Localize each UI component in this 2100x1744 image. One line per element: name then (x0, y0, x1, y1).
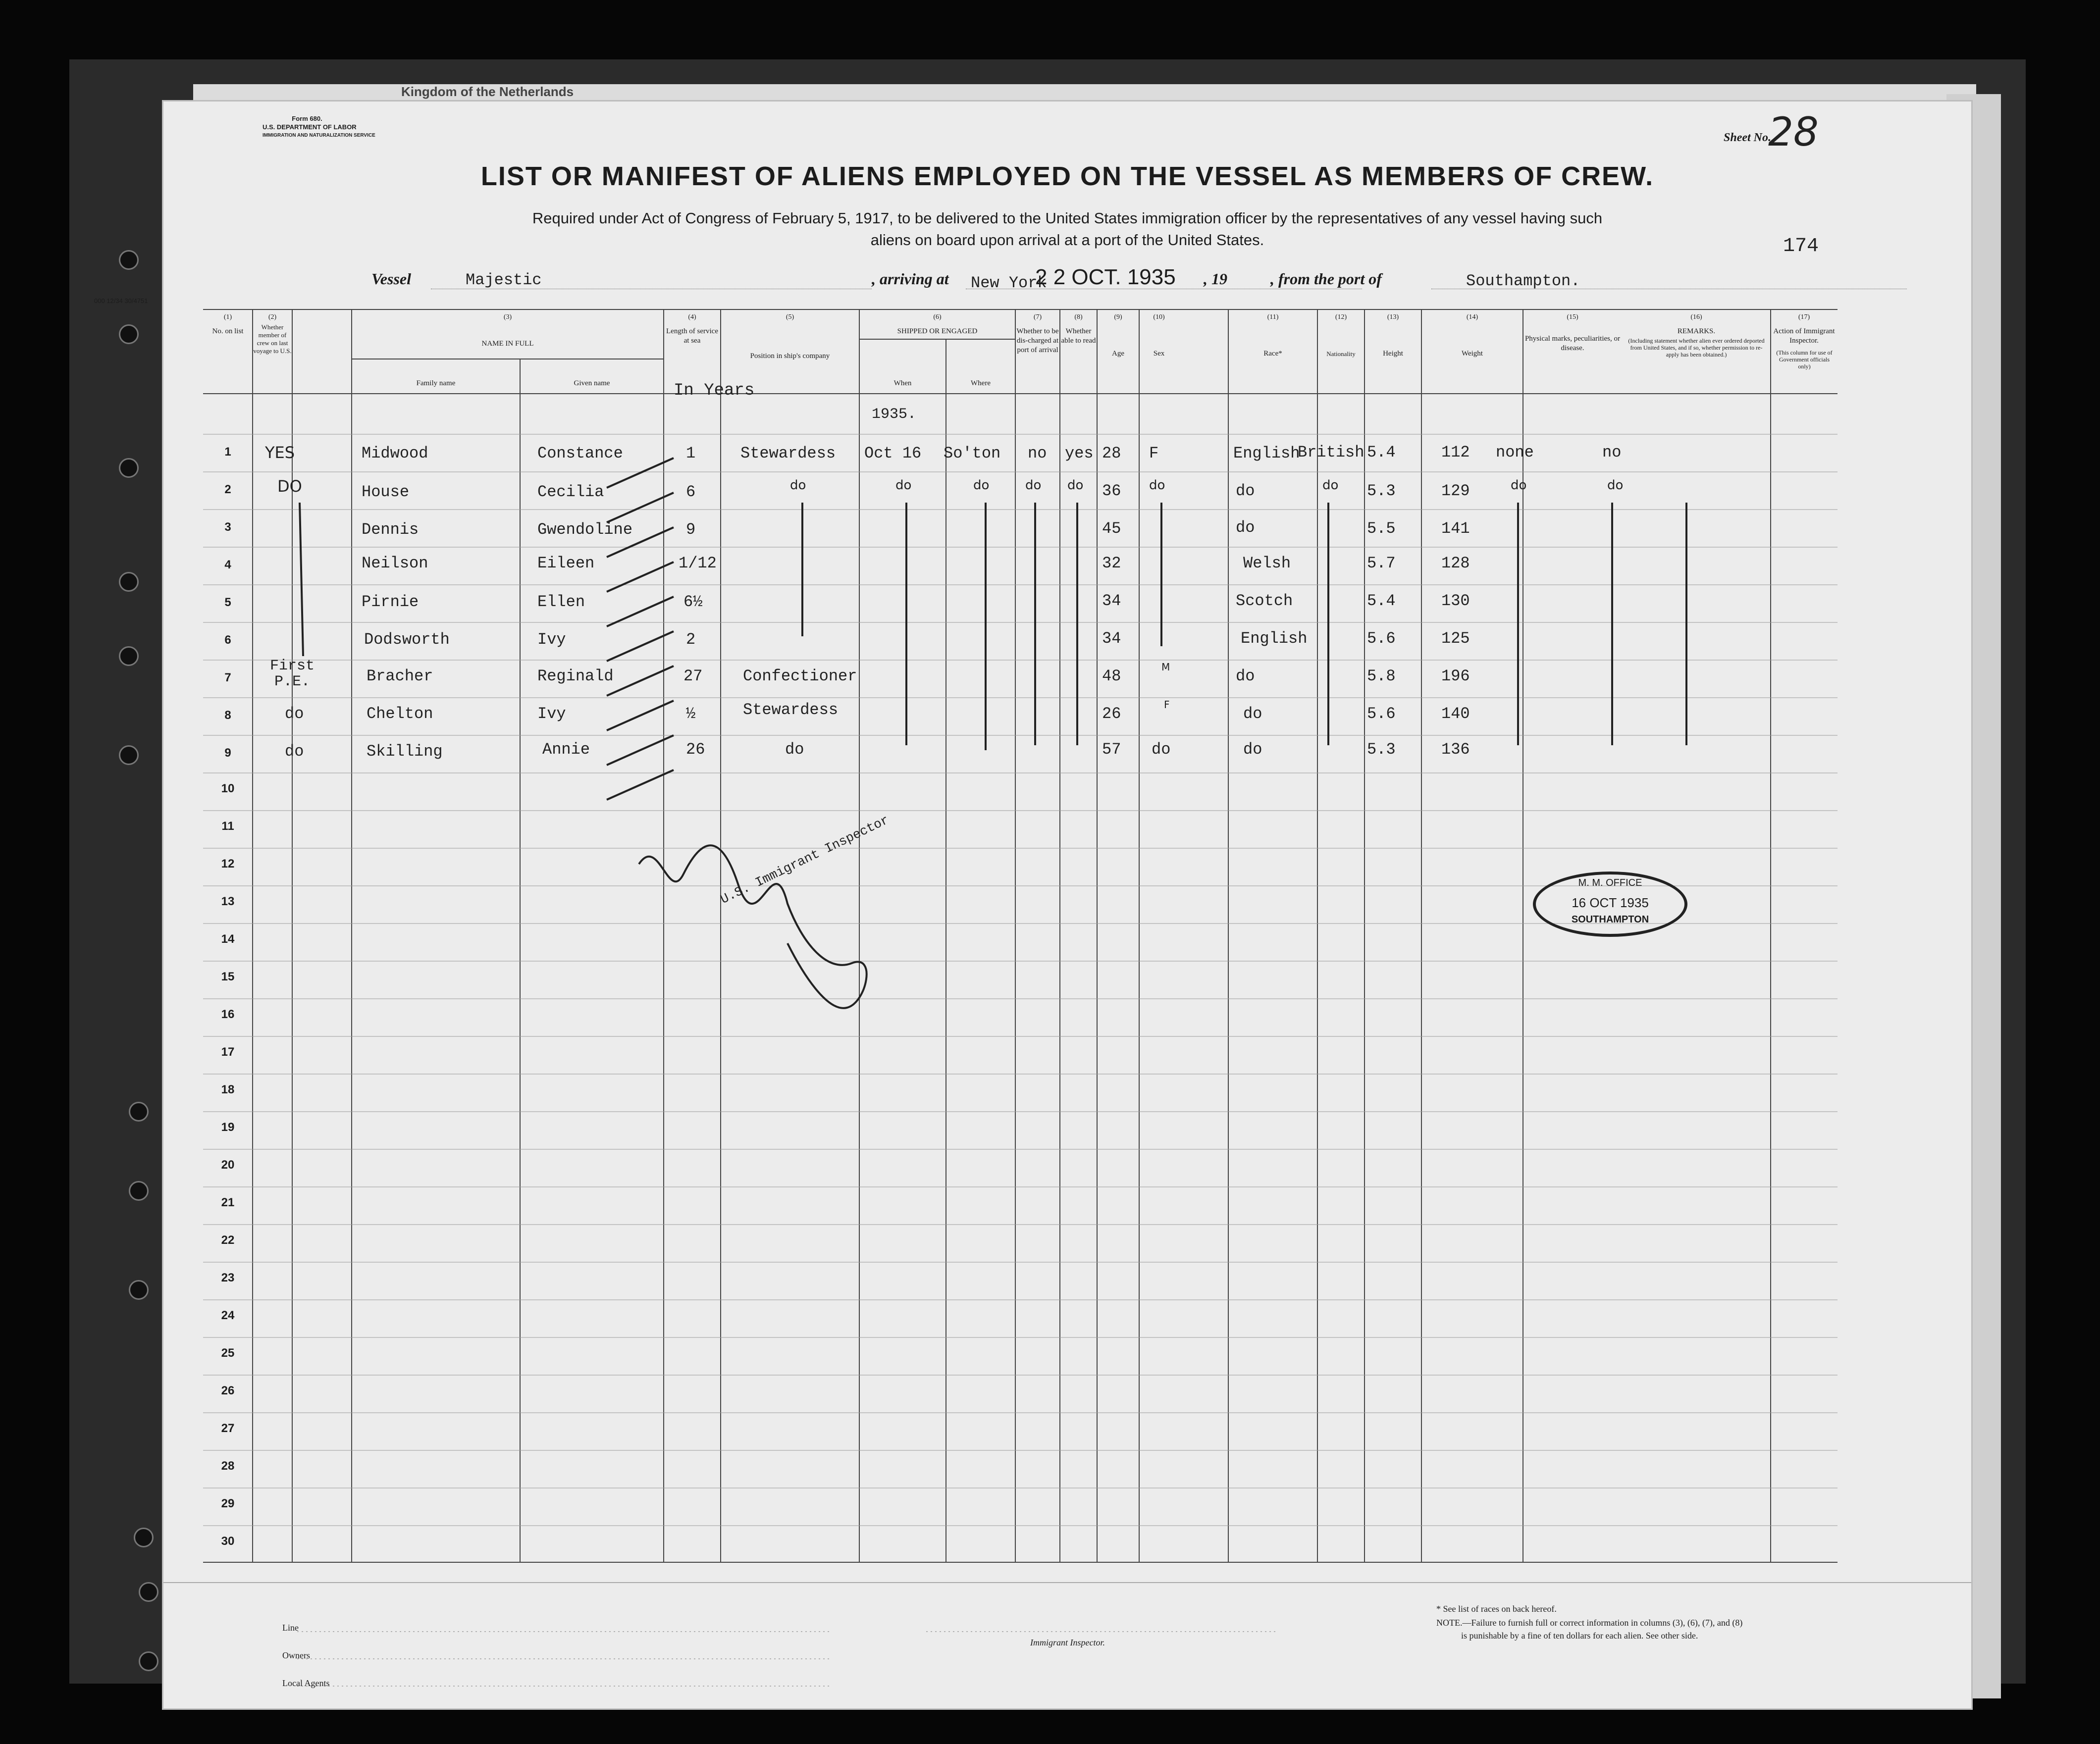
given-name-header: Given name (574, 379, 610, 387)
height-cell: 5.5 (1367, 519, 1396, 538)
arriving-label: , arriving at (872, 270, 949, 288)
subtitle-line-1: Required under Act of Congress of February 5, 1917, to be delivered to the United States immigration officer by the representatives of any vessel having such (532, 209, 1603, 227)
family-name-cell: Neilson (362, 554, 428, 572)
row-number: 5 (224, 596, 231, 609)
discharged-cell: no (1028, 444, 1047, 462)
manifest-sheet (94, 102, 1971, 1708)
race-cell: do (1243, 705, 1262, 723)
weight-cell: 129 (1441, 482, 1470, 500)
weight-cell: 125 (1441, 629, 1470, 648)
col-12-header: Nationality (1326, 350, 1356, 358)
race-cell: English (1233, 444, 1300, 462)
arriving-port: New York (971, 274, 1047, 292)
row-number: 15 (221, 970, 235, 983)
service-name: IMMIGRATION AND NATURALIZATION SERVICE (262, 133, 375, 138)
punch-hole (129, 1280, 149, 1300)
sex-cell: F (1164, 699, 1170, 711)
col-15-number: (15) (1567, 313, 1578, 321)
row-number: 16 (221, 1008, 235, 1021)
page-number: 174 (1783, 235, 1819, 257)
table-row (163, 434, 1971, 472)
col-9-number: (9) (1114, 313, 1122, 321)
crew-cell: YES (265, 443, 295, 462)
inspector-signature-label: U.S. Immigrant Inspector (718, 812, 892, 907)
col-7-header: Whether to be dis-charged at port of arrival (1016, 327, 1059, 354)
year-label: , 19 (1204, 270, 1227, 288)
remarks-cell: no (1602, 443, 1622, 462)
race-cell: do (1236, 667, 1255, 685)
sheet-number: 28 (1768, 109, 1819, 155)
col-16-number: (16) (1690, 313, 1702, 321)
nationality-cell: British (1298, 443, 1365, 462)
col-8-number: (8) (1074, 313, 1083, 321)
age-cell: 57 (1102, 740, 1121, 759)
row-number: 13 (221, 895, 235, 908)
col-6-header: SHIPPED OR ENGAGED (897, 327, 978, 335)
row-number: 20 (221, 1158, 235, 1172)
row-number: 6 (224, 633, 231, 647)
from-port-label: , from the port of (1270, 270, 1382, 288)
service-cell: 1 (686, 444, 696, 462)
shipped-when-cell: do (895, 478, 912, 493)
col-13-number: (13) (1387, 313, 1399, 321)
punch-hole (119, 324, 139, 344)
service-cell: 26 (686, 740, 705, 759)
table-row (163, 510, 1971, 547)
service-cell: 27 (683, 667, 703, 685)
race-cell: do (1236, 482, 1255, 500)
col-14-number: (14) (1466, 313, 1478, 321)
age-cell: 36 (1102, 482, 1121, 500)
family-name-cell: Dennis (362, 520, 419, 539)
subtitle-line-2: aliens on board upon arrival at a port of the United States. (870, 231, 1264, 249)
col-2-number: (2) (268, 313, 277, 321)
row-number: 9 (224, 746, 231, 760)
row-number: 11 (221, 820, 234, 833)
footer-owners-label: Owners (282, 1650, 310, 1660)
row-number: 1 (224, 445, 231, 459)
row-number: 23 (221, 1271, 235, 1284)
given-name-cell: Ellen (537, 593, 585, 611)
fine-note-line-1: NOTE.—Failure to furnish full or correct information in columns (3), (6), (7), and (8) (1436, 1618, 1743, 1628)
weight-cell: 112 (1441, 443, 1470, 462)
when-header: When (893, 379, 912, 387)
punch-hole (129, 1181, 149, 1201)
row-number: 2 (224, 483, 231, 496)
position-cell: Stewardess (740, 444, 836, 462)
col-4-number: (4) (688, 313, 696, 321)
service-cell: 9 (686, 520, 696, 539)
sex-cell: do (1149, 478, 1165, 493)
col-14-header: Weight (1462, 350, 1483, 358)
fine-note-line-2: is punishable by a fine of ten dollars for each alien. See other side. (1461, 1631, 1698, 1641)
stamp-bottom-text: SOUTHAMPTON (1571, 914, 1649, 925)
position-cell: do (790, 478, 806, 493)
col-11-number: (11) (1267, 313, 1279, 321)
given-name-cell: Reginald (537, 667, 614, 685)
row-number: 29 (221, 1497, 235, 1510)
year-1935: 1935. (872, 406, 917, 423)
col-1-number: (1) (223, 313, 232, 321)
row-number: 26 (221, 1384, 235, 1397)
age-cell: 28 (1102, 444, 1121, 462)
weight-cell: 196 (1441, 667, 1470, 685)
race-cell: do (1236, 518, 1255, 537)
table-row (163, 698, 1971, 735)
punch-hole (119, 745, 139, 765)
race-cell: English (1241, 629, 1308, 648)
position-cell: do (785, 740, 804, 759)
row-number: 14 (221, 932, 235, 946)
shipped-when-cell: Oct 16 (864, 444, 922, 462)
remarks-cell: do (1607, 478, 1624, 493)
row-number: 30 (221, 1535, 235, 1548)
table-row (163, 660, 1971, 698)
age-cell: 26 (1102, 705, 1121, 723)
race-cell: Welsh (1243, 554, 1291, 572)
col-9-header: Age (1112, 350, 1124, 358)
punch-hole (119, 458, 139, 478)
date-stamp: 2 2 OCT. 1935 (1035, 265, 1176, 289)
family-name-header: Family name (416, 379, 456, 387)
family-name-cell: Dodsworth (364, 630, 450, 649)
family-name-cell: Midwood (362, 444, 428, 462)
row-number: 21 (221, 1196, 235, 1209)
physical-marks-cell: do (1511, 478, 1527, 493)
row-number: 25 (221, 1346, 235, 1360)
age-cell: 45 (1102, 519, 1121, 538)
col-7-number: (7) (1033, 313, 1042, 321)
row-number: 27 (221, 1422, 235, 1435)
service-cell: 6½ (683, 593, 703, 611)
race-cell: Scotch (1236, 592, 1293, 610)
corner-note: Kingdom of the Netherlands (401, 84, 574, 99)
position-cell: Confectioner (743, 667, 857, 685)
sheet-number-label: Sheet No. (1724, 131, 1771, 144)
col-5-header: Position in ship's company (750, 352, 830, 360)
weight-cell: 130 (1441, 592, 1470, 610)
col-11-header: Race* (1263, 350, 1282, 358)
height-cell: 5.4 (1367, 592, 1396, 610)
in-years: In Years (674, 381, 755, 400)
family-name-cell: Pirnie (362, 593, 419, 611)
given-name-cell: Ivy (537, 705, 566, 723)
height-cell: 5.3 (1367, 740, 1396, 759)
punch-hole (139, 1582, 158, 1602)
service-cell: 6 (686, 483, 696, 501)
table-row (163, 472, 1971, 510)
table-row (163, 585, 1971, 622)
footer-inspector-label: Immigrant Inspector. (1030, 1638, 1105, 1647)
col-5-number: (5) (786, 313, 794, 321)
height-cell: 5.8 (1367, 667, 1396, 685)
family-name-cell: Chelton (367, 705, 433, 723)
vessel-label: Vessel (371, 270, 411, 288)
race-cell: do (1243, 740, 1262, 759)
height-cell: 5.3 (1367, 482, 1396, 500)
row-number: 28 (221, 1459, 235, 1473)
row-number: 18 (221, 1083, 235, 1096)
crew-cell: DO (277, 477, 302, 496)
row-number: 24 (221, 1309, 235, 1322)
given-name-cell: Constance (537, 444, 623, 462)
col-16-header: REMARKS. (1677, 327, 1716, 335)
sex-cell: do (1152, 740, 1171, 759)
punch-hole (119, 250, 139, 270)
print-code: 000 12/34 30/4751 (94, 297, 148, 305)
col-4-header: Length of service at sea (666, 327, 718, 345)
col-10-header: Sex (1153, 350, 1165, 358)
service-cell: ½ (686, 705, 696, 723)
height-cell: 5.4 (1367, 443, 1396, 462)
col-12-number: (12) (1335, 313, 1347, 321)
row-number: 19 (221, 1121, 235, 1134)
height-cell: 5.6 (1367, 629, 1396, 648)
age-cell: 32 (1102, 554, 1121, 572)
punch-hole (119, 646, 139, 666)
table-row (163, 622, 1971, 660)
shipped-where-cell: do (973, 478, 990, 493)
age-cell: 34 (1102, 629, 1121, 648)
family-name-cell: Bracher (367, 667, 433, 685)
able-to-read-cell: do (1067, 478, 1084, 493)
punch-hole (129, 1102, 149, 1122)
footer (163, 1582, 1971, 1697)
sex-cell: F (1149, 444, 1159, 462)
col-8-header: Whether able to read (1061, 327, 1096, 345)
row-number: 8 (224, 709, 231, 722)
col-17-header: Action of Immigrant Inspector. (1773, 327, 1835, 345)
shipped-where-cell: So'ton (944, 444, 1001, 462)
table-row (163, 547, 1971, 585)
weight-cell: 128 (1441, 554, 1470, 572)
punch-hole (134, 1528, 154, 1547)
col-3-header: NAME IN FULL (481, 340, 534, 348)
given-name-cell: Gwendoline (537, 520, 633, 539)
footer-line-label: Line (282, 1623, 299, 1633)
stamp-date: 16 OCT 1935 (1572, 895, 1649, 910)
row-number: 22 (221, 1233, 235, 1247)
stamp-top-text: M. M. OFFICE (1578, 877, 1642, 888)
punch-hole (119, 572, 139, 592)
col-3-number: (3) (503, 313, 512, 321)
weight-cell: 136 (1441, 740, 1470, 759)
col-17-number: (17) (1798, 313, 1810, 321)
given-name-cell: Annie (542, 740, 590, 759)
department-name: U.S. DEPARTMENT OF LABOR (262, 123, 357, 131)
form-number: Form 680. (292, 115, 322, 122)
remarks-note: (Including statement whether alien ever ordered deported from United States, and if so, whether permission to re-apply has been obtained.) (1628, 337, 1765, 358)
col-1-header: No. on list (212, 327, 244, 335)
races-note: * See list of races on back hereof. (1436, 1604, 1557, 1614)
age-cell: 34 (1102, 592, 1121, 610)
crew-cell: First P.E. (270, 658, 315, 690)
physical-marks-cell: none (1496, 443, 1534, 462)
row-number: 3 (224, 520, 231, 534)
given-name-cell: Eileen (537, 554, 595, 572)
row-number: 4 (224, 558, 231, 571)
position-cell: Stewardess (743, 701, 839, 719)
crew-cell: do (285, 742, 304, 761)
col-13-header: Height (1383, 350, 1403, 358)
row-number: 10 (221, 782, 235, 795)
inspector-note: (This column for use of Government officials only) (1776, 349, 1833, 370)
row-number: 17 (221, 1045, 235, 1059)
sex-cell: M (1161, 661, 1170, 673)
crew-cell: do (285, 705, 304, 723)
where-header: Where (971, 379, 991, 387)
service-cell: 1/12 (679, 554, 717, 572)
col-6-number: (6) (933, 313, 942, 321)
age-cell: 48 (1102, 667, 1121, 685)
col-2-header: Whether member of crew on last voyage to U.S. (253, 323, 292, 355)
col-15-header: Physical marks, peculiarities, or disease. (1524, 335, 1621, 352)
weight-cell: 141 (1441, 519, 1470, 538)
service-cell: 2 (686, 630, 696, 649)
nationality-cell: do (1322, 478, 1339, 493)
given-name-cell: Cecilia (537, 483, 604, 501)
family-name-cell: Skilling (367, 742, 443, 761)
footer-agents-label: Local Agents (282, 1678, 330, 1688)
family-name-cell: House (362, 483, 410, 501)
row-number: 7 (224, 671, 231, 684)
table-row (163, 735, 1971, 773)
vessel-name: Majestic (466, 271, 542, 289)
height-cell: 5.7 (1367, 554, 1396, 572)
height-cell: 5.6 (1367, 705, 1396, 723)
col-10-number: (10) (1153, 313, 1165, 321)
page-title: LIST OR MANIFEST OF ALIENS EMPLOYED ON THE VESSEL AS MEMBERS OF CREW. (480, 161, 1654, 191)
from-port: Southampton. (1466, 272, 1580, 290)
weight-cell: 140 (1441, 705, 1470, 723)
office-stamp (1533, 872, 1687, 937)
able-to-read-cell: yes (1065, 444, 1094, 462)
row-number: 12 (221, 857, 235, 871)
discharged-cell: do (1025, 478, 1042, 493)
punch-hole (139, 1651, 158, 1671)
given-name-cell: Ivy (537, 630, 566, 649)
